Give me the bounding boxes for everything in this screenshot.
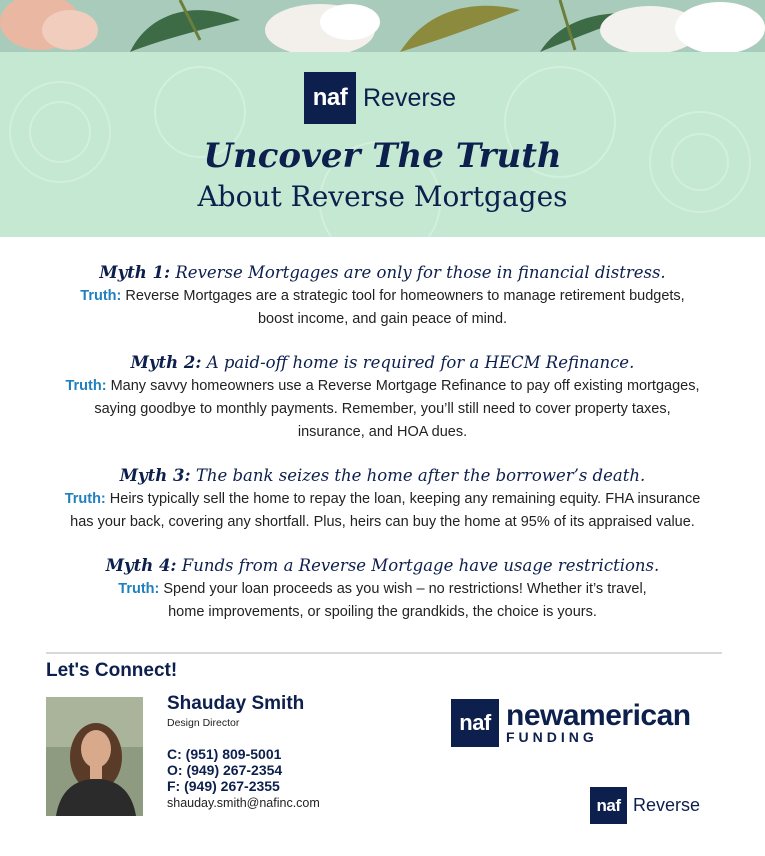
truth-line: has your back, covering any shortfall. Plus, heirs can buy the home at 95% of its appraised value. [70, 514, 695, 530]
contact-card [167, 693, 320, 810]
myth-2 [30, 351, 735, 444]
headshot-photo [46, 697, 143, 816]
truth-label: Truth: [65, 378, 107, 394]
myth-truth [30, 375, 735, 444]
myth-3 [30, 464, 735, 534]
myth-4 [30, 554, 735, 624]
myth-number: Myth 3: [119, 466, 191, 485]
naf-logo-box: naf [451, 699, 499, 747]
truth-line: insurance, and HOA dues. [297, 424, 468, 440]
myth-number: Myth 1: [99, 263, 171, 282]
reverse-wordmark: Reverse [633, 795, 701, 815]
company-wordmark: newamerican [506, 699, 691, 732]
myth-number: Myth 4: [105, 556, 177, 575]
truth-line: home improvements, or spoiling the grandkids, the choice is yours. [168, 604, 597, 620]
contact-role: Design Director [167, 717, 240, 729]
myth-1 [30, 261, 735, 331]
myth-title [30, 554, 735, 578]
headline-sub: About Reverse Mortgages [197, 180, 568, 213]
new-american-funding-logo [451, 699, 691, 747]
truth-line: boost income, and gain peace of mind. [257, 311, 508, 327]
truth-line: Spend your loan proceeds as you wish – no restrictions! Whether it’s travel, [163, 581, 647, 597]
fax-number: F: (949) 267-2355 [167, 778, 280, 794]
truth-line: Reverse Mortgages are a strategic tool for homeowners to manage retirement budgets, [125, 288, 685, 304]
truth-line: saying goodbye to monthly payments. Remember, you’ll still need to cover property taxes, [94, 401, 671, 417]
headline-main: Uncover The Truth [203, 136, 562, 176]
cell-phone[interactable]: C: (951) 809-5001 [167, 746, 282, 762]
naf-reverse-logo [304, 72, 456, 124]
myth-title [30, 464, 735, 488]
truth-label: Truth: [64, 491, 106, 507]
truth-label: Truth: [118, 581, 160, 597]
myth-title [30, 351, 735, 375]
myth-statement: A paid-off home is required for a HECM Refinance. [206, 353, 635, 372]
office-phone[interactable]: O: (949) 267-2354 [167, 762, 283, 778]
truth-label: Truth: [80, 288, 122, 304]
contact-name: Shauday Smith [167, 693, 305, 714]
myth-statement: Funds from a Reverse Mortgage have usage restrictions. [181, 556, 660, 575]
truth-line: Heirs typically sell the home to repay the loan, keeping any remaining equity. FHA insurance [109, 491, 701, 507]
contact-email[interactable]: shauday.smith@nafinc.com [167, 796, 320, 810]
naf-reverse-logo-small [590, 787, 700, 824]
truth-line: Many savvy homeowners use a Reverse Mortgage Refinance to pay off existing mortgages, [110, 378, 700, 394]
naf-logo-box: naf [590, 787, 627, 824]
myth-statement: The bank seizes the home after the borrower’s death. [195, 466, 646, 485]
floral-banner [0, 0, 765, 52]
myth-statement: Reverse Mortgages are only for those in financial distress. [175, 263, 666, 282]
connect-heading: Let's Connect! [46, 660, 178, 681]
myth-number: Myth 2: [130, 353, 202, 372]
myth-truth [30, 285, 735, 331]
naf-logo-box: naf [304, 72, 356, 124]
myth-title [30, 261, 735, 285]
company-wordmark-sub: FUNDING [506, 729, 598, 745]
myth-truth [30, 578, 735, 624]
reverse-wordmark: Reverse [363, 83, 457, 112]
myth-truth [30, 488, 735, 534]
section-divider [46, 652, 722, 654]
